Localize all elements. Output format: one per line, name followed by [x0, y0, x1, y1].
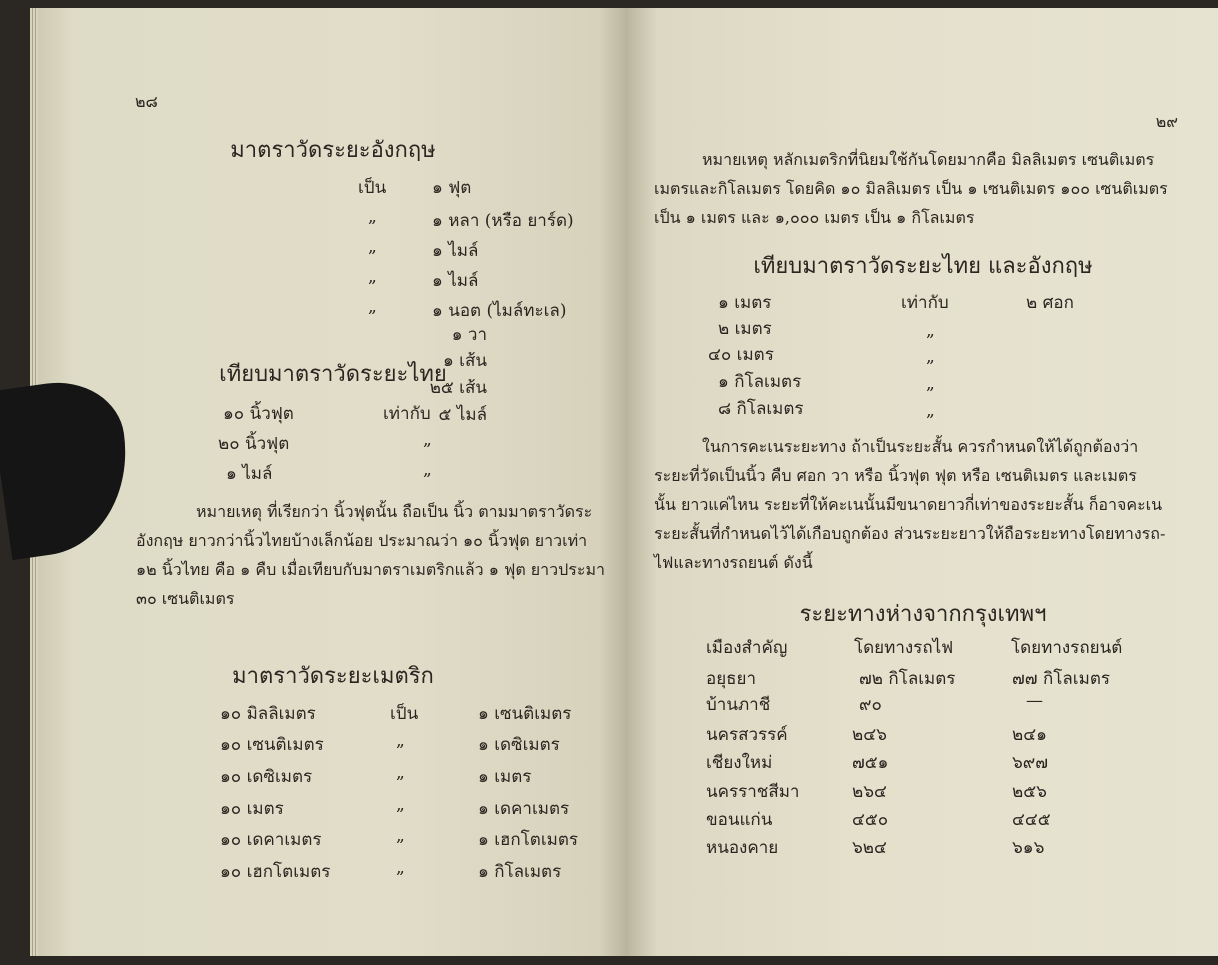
quantity: ๒ เมตร [718, 319, 772, 339]
road-distance: ๖๑๖ [1012, 838, 1045, 858]
note-line: หมายเหตุ หลักเมตริกที่นิยมใช้กันโดยมากคือ มิลลิเมตร เซนติเมตร [702, 150, 1155, 169]
equals: „ [926, 374, 935, 394]
note-line: ๓๐ เซนติเมตร [136, 589, 235, 608]
city: นครราชสีมา [706, 782, 800, 802]
paragraph-line: นั้น ยาวแค่ไหน ระยะที่ให้คะเนนั้นมีขนาดยาวกี่เท่าของระยะสั้น ก็อาจคะเน [654, 495, 1163, 514]
equals: „ [926, 321, 935, 341]
city: หนองคาย [706, 838, 779, 858]
rail-distance: ๒๖๔ [852, 782, 887, 802]
result: ๑ นอต (ไมล์ทะเล) [432, 301, 567, 321]
quantity: ๑๐ เฮกโตเมตร [220, 862, 331, 882]
result: ๑ วา [451, 325, 487, 345]
paragraph-line: ในการคะเนระยะทาง ถ้าเป็นระยะสั้น ควรกำหนดให้ได้ถูกต้องว่า [702, 437, 1139, 456]
result: ๑ เส้น [442, 351, 487, 371]
equals: เท่ากับ [383, 404, 431, 424]
equals: „ [423, 430, 432, 450]
rail-distance: ๙๐ [859, 695, 882, 715]
equals: „ [396, 731, 405, 751]
equals: เป็น [390, 704, 419, 724]
result: ๑ กิโลเมตร [478, 862, 562, 882]
page-number: ๒๘ [135, 92, 158, 111]
quantity: ๔๐ เมตร [708, 345, 774, 365]
page-number: ๒๙ [1155, 112, 1178, 131]
rail-distance: ๔๕๐ [852, 810, 889, 830]
rail-distance: ๗๕๑ [852, 753, 889, 773]
quantity: ๑๐ เดคาเมตร [220, 830, 322, 850]
equals: „ [368, 297, 377, 317]
equals: „ [396, 795, 405, 815]
result: ๑ เดคาเมตร [478, 799, 570, 819]
english-table-title: มาตราวัดระยะอังกฤษ [230, 138, 436, 163]
result: ๒๕ เส้น [429, 378, 487, 398]
rail-distance: ๖๒๔ [852, 838, 887, 858]
rail-distance: ๗๒ กิโลเมตร [859, 669, 956, 689]
compare-table-title: เทียบมาตราวัดระยะไทย และอังกฤษ [753, 254, 1093, 279]
note-line: อังกฤษ ยาวกว่านิ้วไทยบ้างเล็กน้อย ประมาณว่า ๑๐ นิ้วฟุต ยาวเท่า [136, 531, 588, 550]
note-line: เมตรและกิโลเมตร โดยคิด ๑๐ มิลลิเมตร เป็น ๑ เซนติเมตร ๑๐๐ เซนติเมตร [654, 179, 1168, 198]
city: เชียงใหม่ [706, 753, 773, 773]
result: ๑ เมตร [478, 767, 532, 787]
result: ๑ เซนติเมตร [478, 704, 572, 724]
note-line: หมายเหตุ ที่เรียกว่า นิ้วฟุตนั้น ถือเป็น นิ้ว ตามมาตราวัดระ [196, 502, 593, 521]
city: นครสวรรค์ [706, 725, 788, 745]
road-distance: — [1026, 691, 1043, 711]
result: ๑ หลา (หรือ ยาร์ด) [432, 211, 574, 231]
thai-table-title: เทียบมาตราวัดระยะไทย [219, 362, 447, 387]
result: ๒ ศอก [1026, 293, 1074, 313]
equals: „ [396, 763, 405, 783]
result: ๕ ไมล์ [438, 405, 487, 425]
equals: „ [368, 207, 377, 227]
road-distance: ๖๙๗ [1012, 753, 1049, 773]
quantity: ๑๐ เซนติเมตร [220, 735, 324, 755]
result: ๑ เฮกโตเมตร [478, 830, 579, 850]
result: ๑ เดซิเมตร [478, 735, 560, 755]
equals: „ [926, 401, 935, 421]
result: ๑ ฟุต [432, 178, 472, 198]
left-page [38, 8, 628, 956]
equals: „ [926, 347, 935, 367]
quantity: ๑ ไมล์ [226, 464, 273, 484]
result: ๑ ไมล์ [432, 241, 479, 261]
column-header-rail: โดยทางรถไฟ [854, 638, 954, 658]
quantity: ๑๐ นิ้วฟุต [223, 404, 294, 424]
quantity: ๑๐ มิลลิเมตร [220, 704, 316, 724]
city: อยุธยา [706, 669, 757, 689]
road-distance: ๗๗ กิโลเมตร [1012, 669, 1110, 689]
quantity: ๒๐ นิ้วฟุต [218, 434, 290, 454]
note-line: ๑๒ นิ้วไทย คือ ๑ คืบ เมื่อเทียบกับมาตราเมตริกแล้ว ๑ ฟุต ยาวประมา [136, 560, 606, 579]
road-distance: ๒๔๑ [1012, 725, 1047, 745]
quantity: ๑๐ เมตร [220, 799, 284, 819]
paragraph-line: ระยะที่วัดเป็นนิ้ว คืบ ศอก วา หรือ นิ้วฟุต ฟุต หรือ เซนติเมตร และเมตร [654, 466, 1137, 485]
paragraph-line: ไฟและทางรถยนต์ ดังนี้ [654, 553, 813, 572]
rail-distance: ๒๔๖ [852, 725, 887, 745]
equals: „ [423, 460, 432, 480]
equals: „ [396, 858, 405, 878]
equals: „ [368, 237, 377, 257]
city: บ้านภาชี [706, 695, 771, 715]
road-distance: ๔๔๕ [1012, 810, 1051, 830]
quantity: ๑๐ เดซิเมตร [220, 767, 313, 787]
distance-intro-paragraph [654, 432, 1194, 577]
equals: „ [368, 267, 377, 287]
metric-table-title: มาตราวัดระยะเมตริก [232, 664, 434, 689]
road-distance: ๒๕๖ [1012, 782, 1047, 802]
equals: เป็น [358, 178, 387, 198]
quantity: ๘ กิโลเมตร [718, 399, 804, 419]
result: ๑ ไมล์ [432, 271, 479, 291]
note-line: เป็น ๑ เมตร และ ๑,๐๐๐ เมตร เป็น ๑ กิโลเมตร [654, 208, 975, 227]
distance-table-title: ระยะทางห่างจากกรุงเทพฯ [799, 602, 1047, 627]
equals: „ [396, 826, 405, 846]
column-header-city: เมืองสำคัญ [706, 638, 788, 658]
city: ขอนแก่น [706, 810, 773, 830]
paragraph-line: ระยะสั้นที่กำหนดไว้ได้เกือบถูกต้อง ส่วนระยะยาวให้ถือระยะทางโดยทางรถ- [654, 524, 1166, 543]
quantity: ๑ กิโลเมตร [718, 372, 802, 392]
column-header-road: โดยทางรถยนต์ [1011, 638, 1123, 658]
equals: เท่ากับ [901, 293, 949, 313]
left-note-paragraph [136, 497, 631, 613]
quantity: ๑ เมตร [718, 293, 772, 313]
right-note-paragraph [654, 145, 1194, 232]
